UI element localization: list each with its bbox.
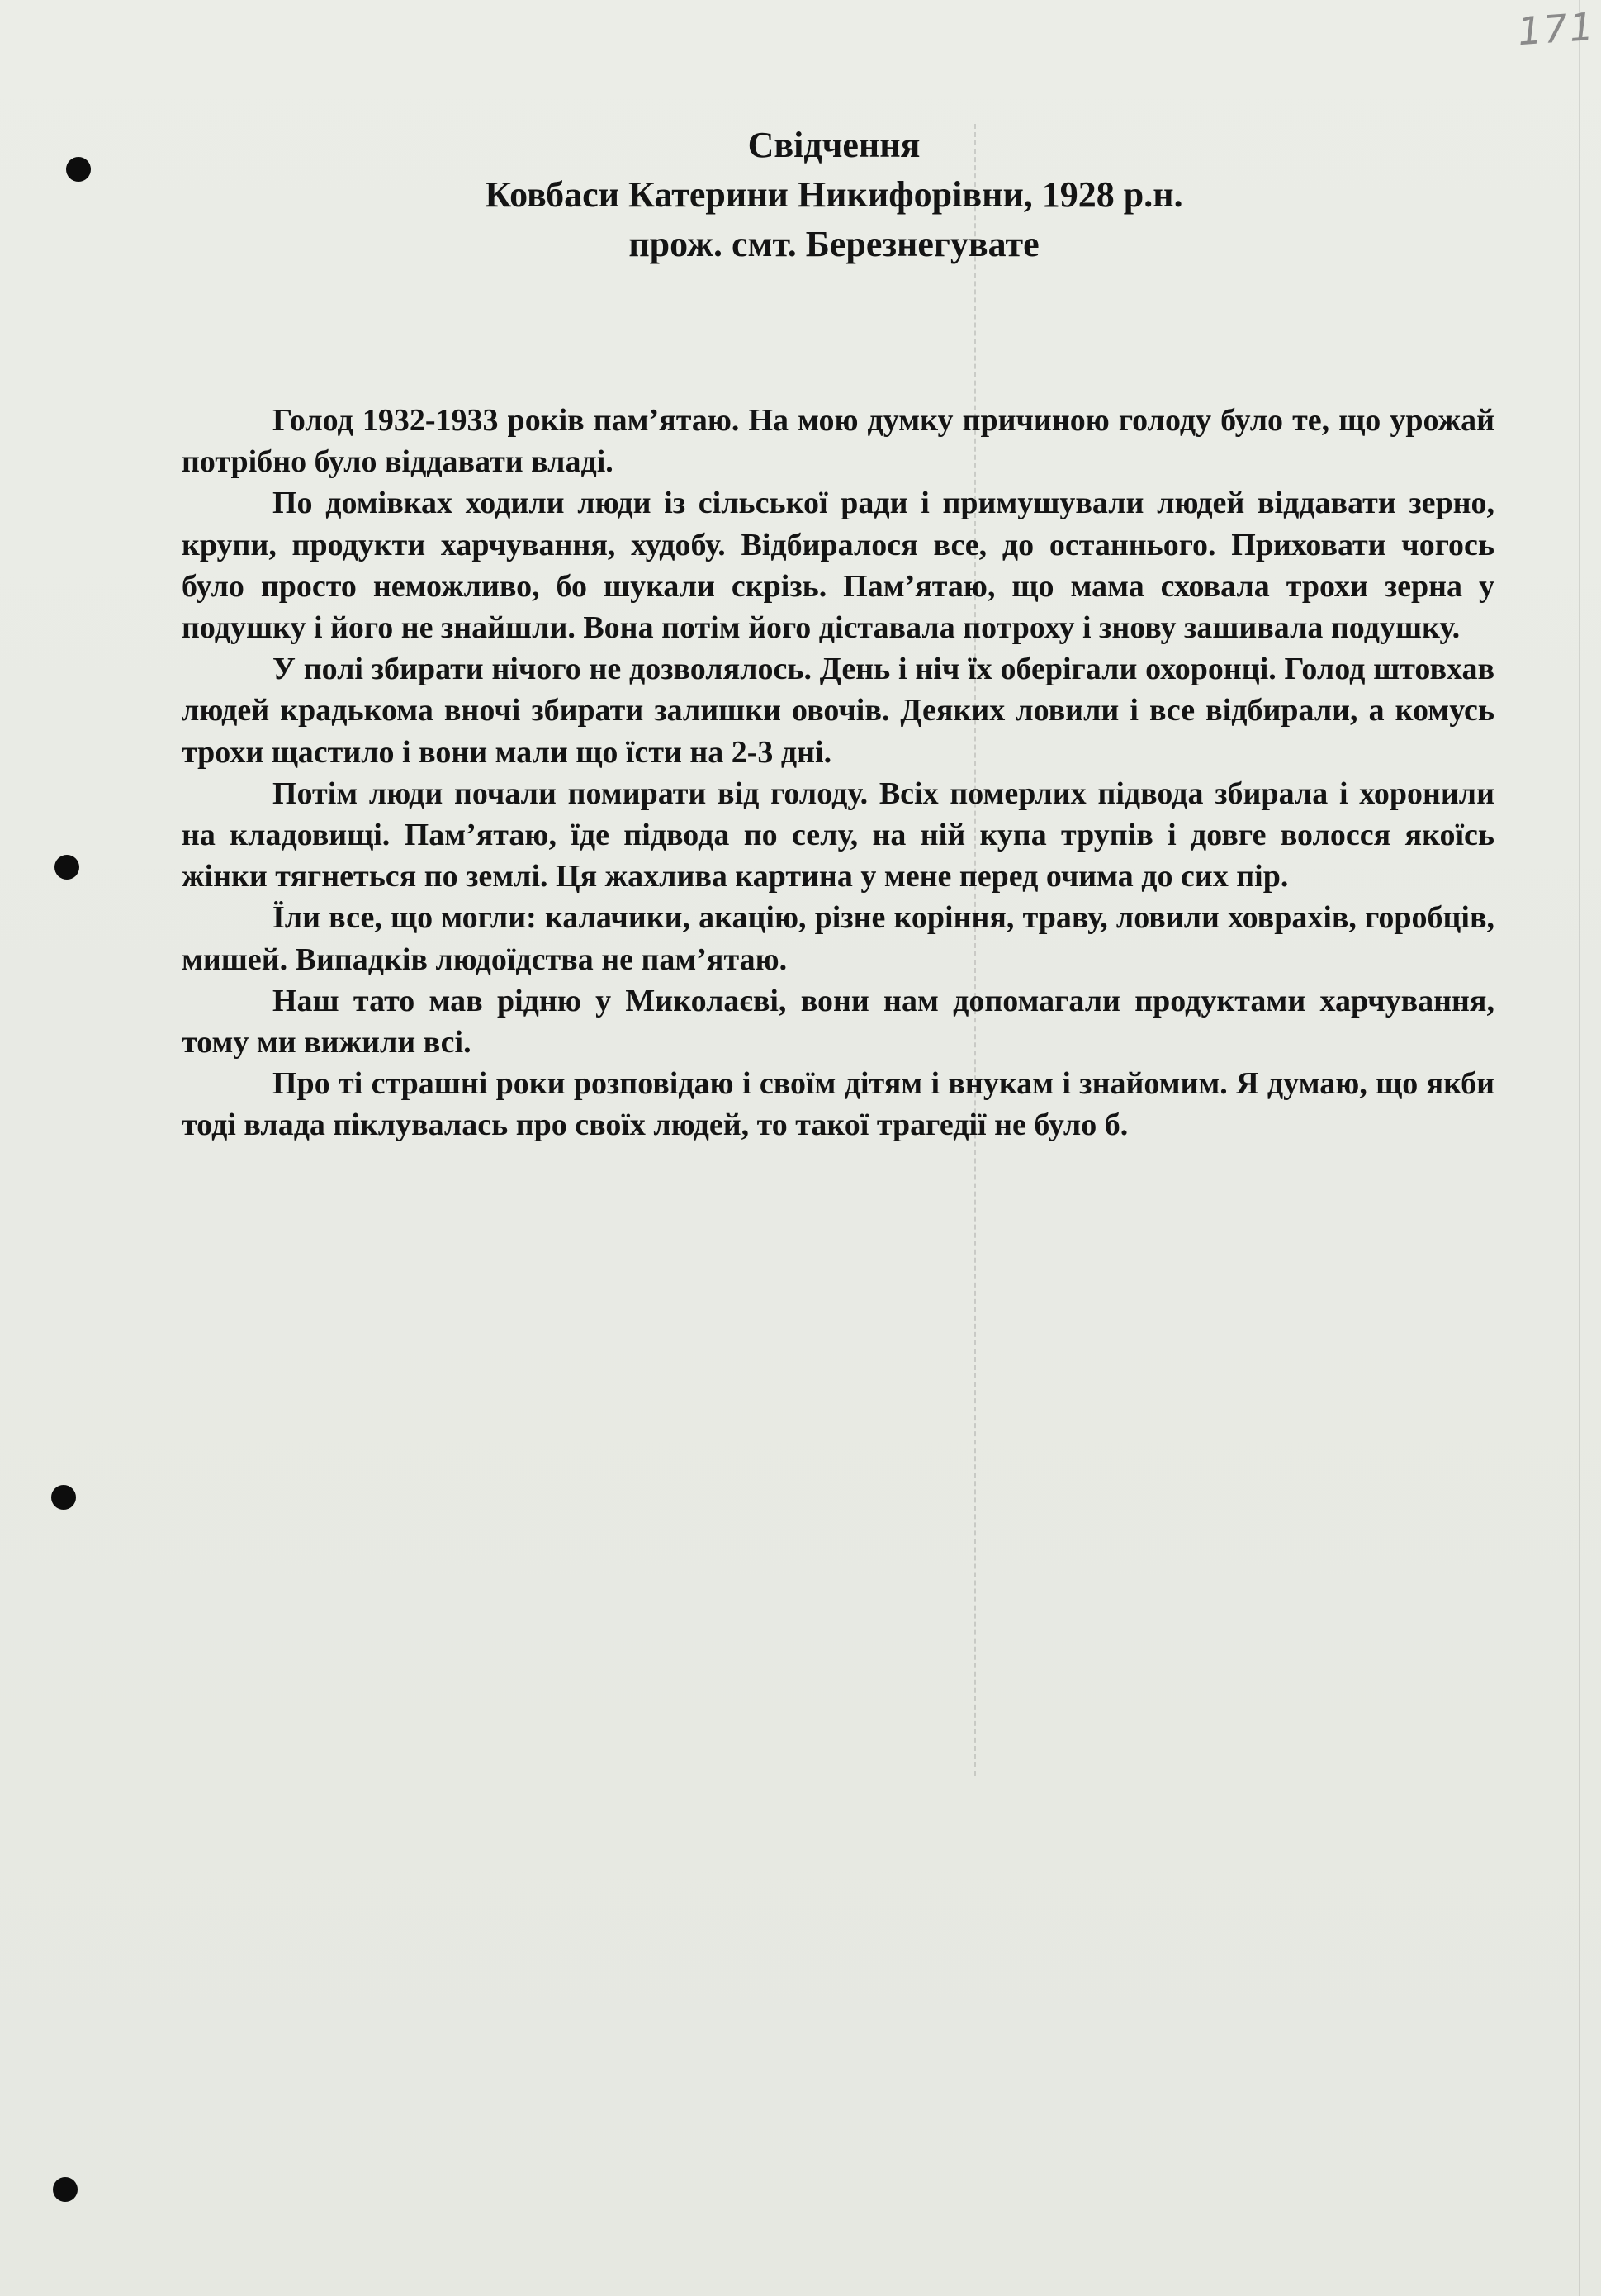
witness-name: Ковбаси Катерини Никифорівни, 1928 р.н. — [485, 174, 1183, 215]
paragraph-7: Про ті страшні роки розповідаю і своїм дітям і внукам і знайомим. Я думаю, що якби тоді влада піклувалась про своїх людей, то такої трагедії не було б. — [182, 1066, 1494, 1143]
paragraph-3: У полі збирати нічого не дозволялось. День і ніч їх оберігали охоронці. Голод штовхав людей крадькома вночі збирати залишки овочів. Деяких ловили і все відбирали, а комусь трохи щастило і вони мали що їсти на 2-3 дні. — [182, 652, 1494, 770]
paragraph-5: Їли все, що могли: калачики, акацію, різне коріння, траву, ловили ховрахів, горобців, мишей. Випадків людоїдства не пам’ятаю. — [182, 900, 1494, 977]
document-title: Свідчення — [747, 125, 921, 165]
witness-residence: прож. смт. Березнегувате — [628, 224, 1040, 264]
page-number: 171 — [1516, 3, 1597, 55]
punch-hole-1 — [66, 157, 91, 182]
document-header — [330, 121, 1338, 269]
paragraph-2: По домівках ходили люди із сільської ради і примушували людей віддавати зерно, крупи, продукти харчування, худобу. Відбиралося все, до останнього. Приховати чогось було просто неможливо, бо шукали скрізь. Пам’ятаю, що мама сховала трохи зерна у подушку і його не знайшли. Вона потім його діставала потроху і знову зашивала подушку. — [182, 486, 1494, 646]
punch-hole-4 — [53, 2177, 78, 2202]
paragraph-6: Наш тато мав рідню у Миколаєві, вони нам допомагали продуктами харчування, тому ми вижили всі. — [182, 983, 1494, 1060]
punch-hole-2 — [54, 855, 79, 880]
scan-edge-line — [1579, 0, 1580, 2296]
paragraph-4: Потім люди почали помирати від голоду. Всіх померлих підвода збирала і хоронили на кладовищі. Пам’ятаю, їде підвода по селу, на ній купа трупів і довге волосся якоїсь жінки тягнеться по землі. Ця жахлива картина у мене перед очима до сих пір. — [182, 776, 1494, 894]
punch-hole-3 — [51, 1485, 76, 1510]
testimony-body — [182, 400, 1494, 1146]
paragraph-1: Голод 1932-1933 років пам’ятаю. На мою думку причиною голоду було те, що урожай потрібно було віддавати владі. — [182, 403, 1494, 480]
